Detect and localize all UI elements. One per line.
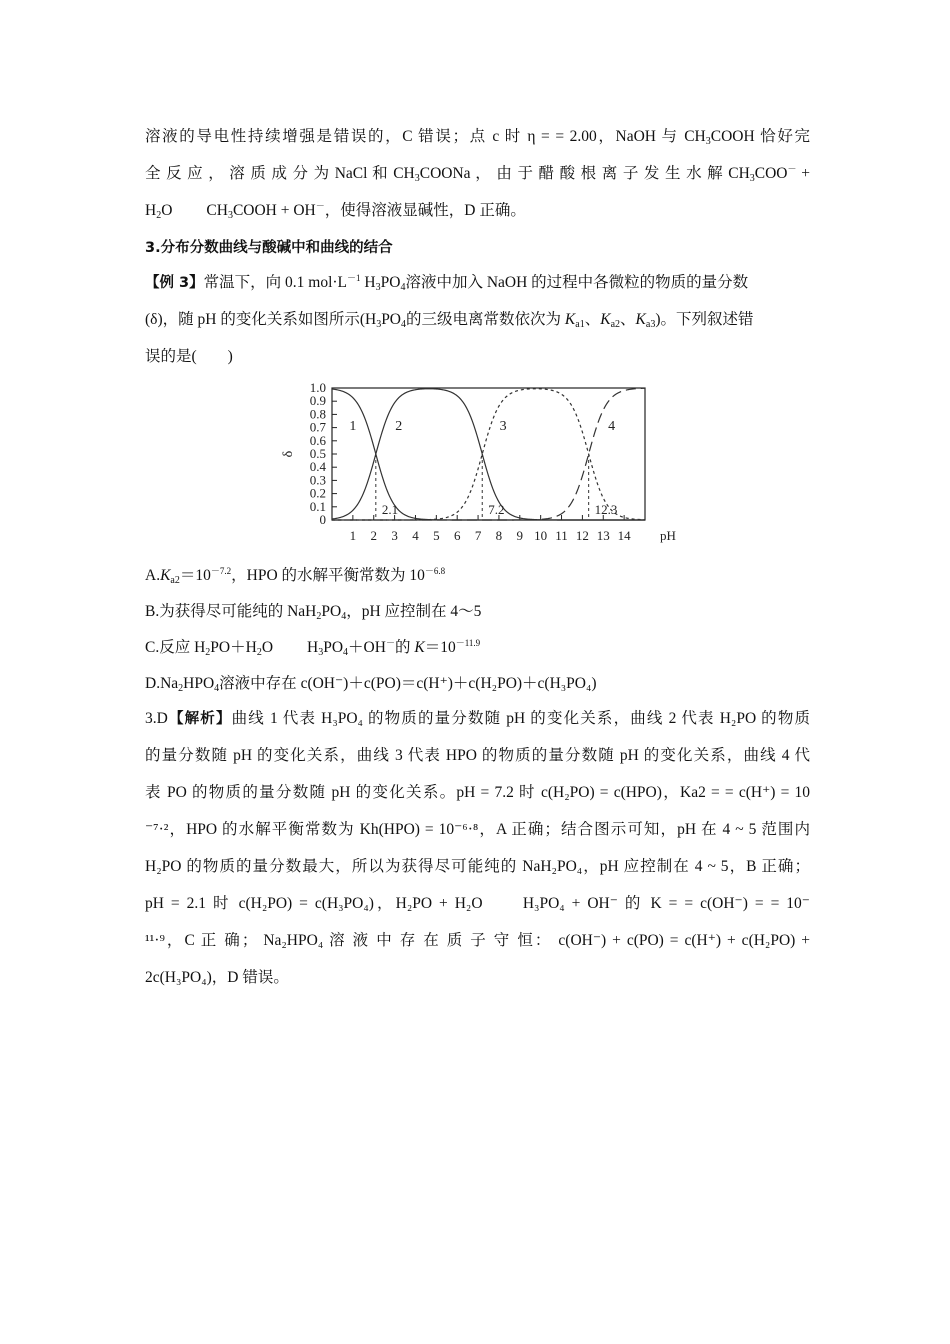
- x-tick-label: 12: [575, 528, 589, 543]
- example-line: 【例 3】常温下，向 0.1 $mol\cdot L^{-1}$ $H_3PO_4$溶液中加入 NaOH 的过程中各微粒的物质的量分数: [145, 273, 749, 293]
- y-tick-label: 0.4: [309, 459, 326, 475]
- y-tick-label: 0.9: [309, 393, 326, 409]
- y-tick-label: 0: [319, 512, 326, 527]
- series-line-2: [332, 389, 645, 520]
- series-label: 2: [395, 418, 403, 434]
- x-tick-label: 7: [474, 528, 482, 543]
- x-tick-label: 5: [433, 528, 440, 543]
- x-tick-label: 14: [617, 528, 631, 543]
- y-tick-label: 0.8: [309, 406, 326, 422]
- analysis-line: 表 PO 的物质的量分数随 pH 的变化关系。pH = 7.2 时 c(H₂PO) = c(HPO)，Ka2 = = c(H⁺) = 10: [145, 784, 810, 801]
- analysis-line: 的量分数随 pH 的变化关系，曲线 3 代表 HPO 的物质的量分数随 pH 的变化关系，曲线 4 代: [145, 747, 810, 764]
- analysis-line: 3.D【解析】曲线 1 代表 H₃PO₄ 的物质的量分数随 pH 的变化关系，曲线 2 代表 H₂PO 的物质: [145, 710, 810, 727]
- example-line: (δ)，随 pH 的变化关系如图所示($H_3PO_4$的三级电离常数依次为 $K_{a1}$、$K_{a2}$、$K_{a3}$)。下列叙述错: [145, 311, 754, 330]
- x-tick-label: 2: [370, 528, 377, 543]
- example-line: 误的是( ): [145, 348, 233, 365]
- option-c: C.反应 $H_2PO+H_2O$ $H_3PO_4+OH^-$的 $K=10^{-11.9}$: [145, 638, 481, 658]
- x-tick-label: 11: [555, 528, 568, 543]
- x-tick-label: 6: [453, 528, 461, 543]
- x-tick-label: 9: [516, 528, 524, 543]
- series-line-4: [332, 388, 645, 520]
- y-tick-label: 0.6: [309, 432, 326, 448]
- x-tick-label: 1: [349, 528, 357, 543]
- option-b: B.为获得尽可能纯的 $NaH_2PO_4$，pH 应控制在 4～5: [145, 603, 482, 622]
- y-axis-label: δ: [281, 450, 296, 458]
- x-tick-label: 10: [534, 528, 548, 543]
- plot-frame: [332, 388, 645, 520]
- series-label: 1: [349, 418, 357, 434]
- pka-annotation: 12.3: [594, 502, 618, 517]
- series-label: 3: [499, 418, 507, 434]
- x-tick-label: 13: [596, 528, 610, 543]
- series-line-1: [332, 389, 645, 520]
- analysis-line: 2c(H₃PO₄)，D 错误。: [145, 969, 289, 986]
- x-tick-label: 4: [412, 528, 419, 543]
- text-line: 溶液的导电性持续增强是错误的，C 错误；点 c 时 η = = 2.00，NaOH 与 $CH_3COOH$ 恰好完: [145, 128, 810, 147]
- y-tick-label: 0.3: [309, 472, 326, 488]
- y-tick-label: 0.7: [309, 419, 326, 435]
- text-line: $H_2O$ $CH_3COOH + OH^-$，使得溶液显碱性，D 正确。: [145, 201, 526, 221]
- distribution-chart: [280, 380, 680, 550]
- option-a: $A.K_{a2}=10^{-7.2}$，HPO 的水解平衡常数为 $10^{-6.8}$: [145, 566, 446, 586]
- analysis-line: ⁻⁷·²，HPO 的水解平衡常数为 Kh(HPO) = 10⁻⁶·⁸，A 正确；结合图示可知，pH 在 4 ~ 5 范围内: [145, 821, 810, 838]
- series-label: 4: [608, 418, 616, 434]
- y-tick-label: 0.1: [309, 498, 326, 514]
- series-line-3: [332, 389, 645, 520]
- x-tick-label: 3: [391, 528, 398, 543]
- analysis-line: pH = 2.1 时 c(H₂PO) = c(H₃PO₄)，H₂PO + H₂O H₃PO₄ + OH⁻ 的 K = = c(OH⁻) = = 10⁻: [145, 895, 810, 912]
- option-d: $D.Na_2HPO_4$溶液中存在 c(OH⁻)＋c(PO)＝c(H⁺)＋c(H₂PO)＋c(H₃PO₄): [145, 675, 597, 694]
- analysis-line: ¹¹·⁹，C 正 确； Na₂HPO₄ 溶 液 中 存 在 质 子 守 恒： c(OH⁻) + c(PO) = c(H⁺) + c(H₂PO) +: [145, 932, 810, 949]
- y-tick-label: 0.5: [309, 446, 326, 461]
- pka-annotation: 2.1: [381, 502, 399, 517]
- text-line: 全 反 应 ， 溶 质 成 分 为 NaCl 和 $CH_3COONa$ ， 由 于 醋 酸 根 离 子 发 生 水 解 $CH_3COO^-$ +: [145, 164, 810, 184]
- x-tick-label: 8: [495, 528, 503, 543]
- y-tick-label: 0.2: [309, 485, 326, 501]
- x-axis-label: pH: [660, 528, 676, 543]
- pka-annotation: 7.2: [488, 502, 505, 517]
- section-heading: 3.分布分数曲线与酸碱中和曲线的结合: [145, 240, 393, 256]
- y-tick-label: 1.0: [309, 380, 326, 395]
- analysis-line: H₂PO 的物质的量分数最大，所以为获得尽可能纯的 NaH₂PO₄，pH 应控制在 4 ~ 5，B 正确；: [145, 858, 810, 875]
